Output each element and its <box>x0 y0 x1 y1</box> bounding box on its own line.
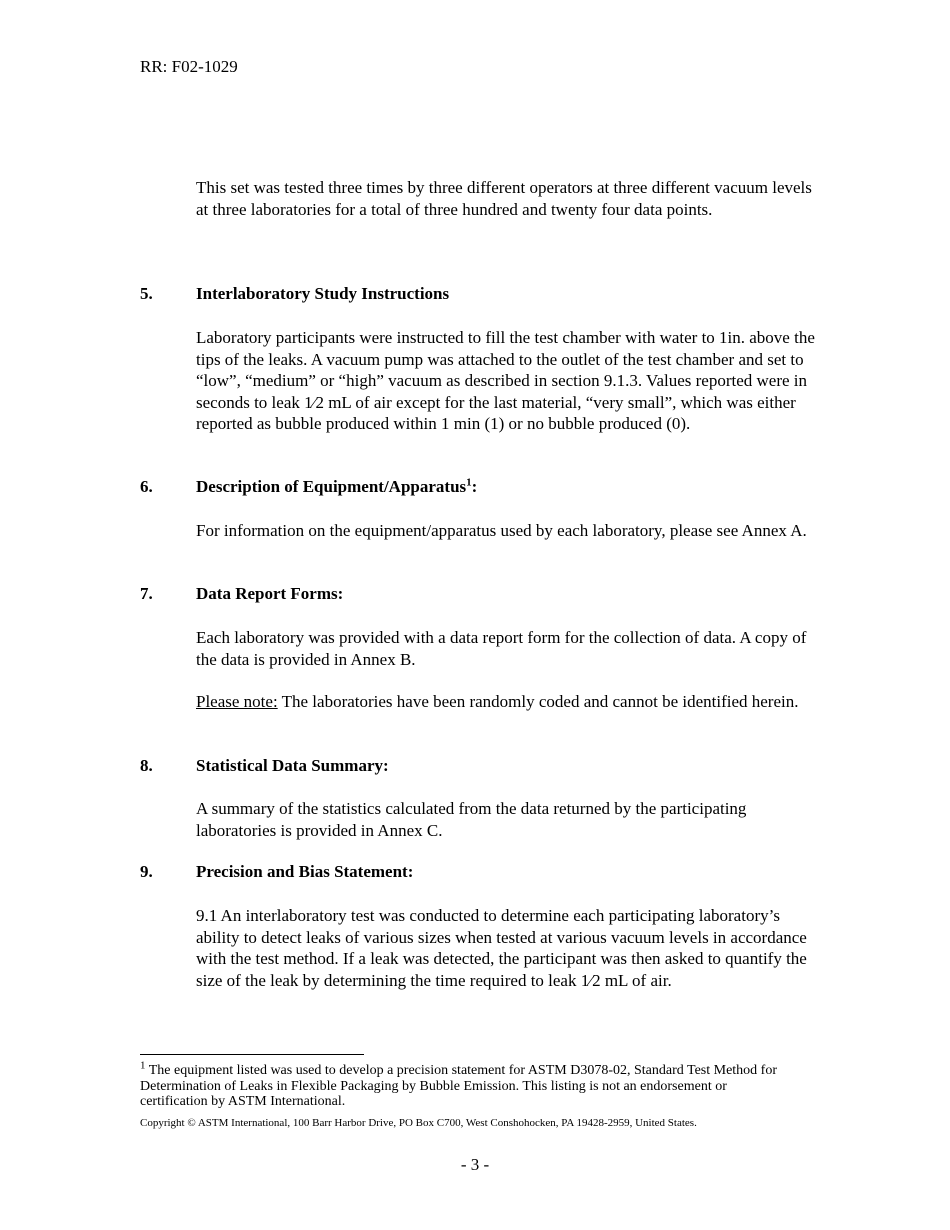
section-8-number: 8. <box>140 756 153 775</box>
section-7-heading <box>140 584 343 604</box>
intro-paragraph: This set was tested three times by three different operators at three different vacuum levels at three laboratories for a total of three hundred and twenty four data points. <box>196 178 812 219</box>
note-label: Please note: <box>196 692 278 711</box>
copyright-line: Copyright © ASTM International, 100 Barr Harbor Drive, PO Box C700, West Conshohocken, PA 19428-2959, United States. <box>140 1117 697 1129</box>
section-6-title: Description of Equipment/Apparatus <box>196 477 467 496</box>
section-5-heading <box>140 284 449 304</box>
section-7-number: 7. <box>140 584 153 603</box>
section-7-note <box>196 691 816 713</box>
section-5-number: 5. <box>140 284 153 303</box>
section-5-body: Laboratory participants were instructed to fill the test chamber with water to 1in. above the tips of the leaks. A vacuum pump was attached to the outlet of the test chamber and set to “low”, “medium” or “high” vacuum as described in section 9.1.3. Values reported were in seconds to leak 1⁄2 mL of air except for the last material, “very small”, which was either reported as bubble produced within 1 min (1) or no bubble produced (0). <box>196 328 815 433</box>
section-9-heading <box>140 862 413 882</box>
section-7-body: Each laboratory was provided with a data report form for the collection of data. A copy of the data is provided in Annex B. <box>196 628 807 669</box>
section-8-body: A summary of the statistics calculated from the data returned by the participating laboratories is provided in Annex C. <box>196 799 747 840</box>
section-5-title: Interlaboratory Study Instructions <box>196 284 450 303</box>
section-6-number: 6. <box>140 477 153 496</box>
footnote-mark: 1 <box>140 1059 146 1072</box>
section-6-heading <box>140 477 477 497</box>
footnote-divider <box>140 1054 364 1055</box>
section-9-number: 9. <box>140 862 153 881</box>
page-number: - 3 - <box>460 1155 490 1174</box>
section-9-title: Precision and Bias Statement: <box>196 862 414 881</box>
section-6-body: For information on the equipment/apparatus used by each laboratory, please see Annex A. <box>196 521 807 540</box>
footnote <box>140 1059 790 1110</box>
section-7-title: Data Report Forms: <box>196 584 344 603</box>
section-8-title: Statistical Data Summary: <box>196 756 389 775</box>
footnote-reference: 1 <box>466 476 472 489</box>
section-9-body: 9.1 An interlaboratory test was conducted to determine each participating laboratory’s ability to detect leaks of various sizes when tested at various vacuum levels in accordance with the test method. If a leak was detected, the participant was then asked to quantify the size of the leak by determining the time required to leak 1⁄2 mL of air. <box>196 906 807 990</box>
section-6-colon: : <box>471 477 478 496</box>
footnote-text: The equipment listed was used to develop a precision statement for ASTM D3078-02, Standard Test Method for Determination of Leaks in Flexible Packaging by Bubble Emission. This listing is not an endorsement or certification by ASTM International. <box>140 1063 777 1109</box>
section-8-heading <box>140 756 389 776</box>
report-header: RR: F02-1029 <box>140 57 238 76</box>
note-body: The laboratories have been randomly coded and cannot be identified herein. <box>277 692 799 711</box>
